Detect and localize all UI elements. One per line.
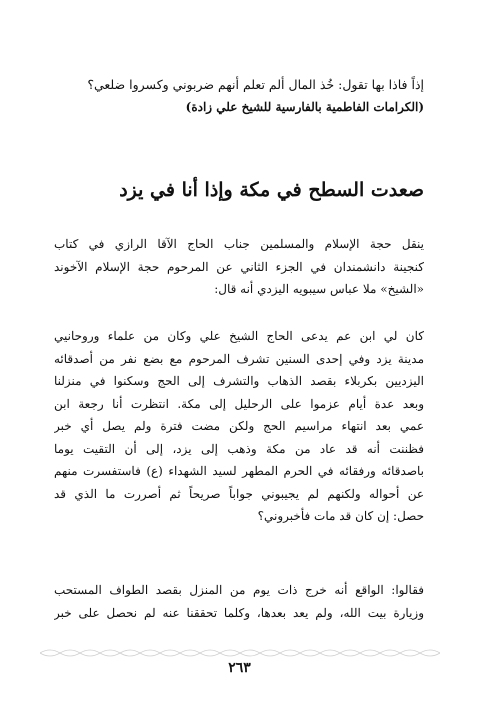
paragraph-line: مدينة يزد وفي إحدى السنين تشرف المرحوم مع بضع نفر من أصدقائه: [54, 351, 424, 366]
paragraph-line: عمي بعد انتهاء مراسيم الحج ولكن مضت فترة ولم يصل أي خبر: [54, 419, 424, 433]
paragraph-line: عن أحواله ولكنهم لم يجيبوني جواباً صريحاً ثم أصررت ما الذي قد: [54, 486, 424, 501]
paragraph-line: «الشيخ» ملا عباس سيبويه اليزدي أنه قال:: [214, 282, 424, 296]
paragraph-line: فظننت أنه قد عاد من مكة وذهب إلى يزد، إلى أن التقيت يوما: [54, 441, 424, 456]
paragraph-line: باصدقائه ورفقائه في الحرم المطهر لسيد الشهداء (ع) فاستفسرت منهم: [54, 464, 424, 478]
opening-quote: [54, 74, 424, 118]
paragraph-line: ينقل حجة الإسلام والمسلمين جناب الحاج الآقا الرازي في كتاب: [54, 237, 424, 251]
footer-ornament-icon: [40, 646, 440, 660]
quote-source: (الكرامات الفاطمية بالفارسية للشيخ علي زادة): [185, 100, 424, 114]
section-heading: صعدت السطح في مكة وإذا أنا في يزد: [119, 179, 424, 201]
paragraph-line: فقالوا: الواقع أنه خرج ذات يوم من المنزل بقصد الطواف المستحب: [54, 583, 424, 597]
paragraph-line: كان لي ابن عم يدعى الحاج الشيخ علي وكان من علماء وروحانيي: [54, 329, 424, 343]
paragraph-line: اليزديين بكربلاء بقصد الذهاب والتشرف إلى الحج وسكنوا في منزلنا: [54, 374, 424, 388]
paragraph-1: [54, 233, 424, 301]
paragraph-line: حصل: إن كان قد مات فأخبروني؟: [257, 509, 424, 523]
page-number: ٢٦٣: [228, 660, 251, 676]
paragraph-line: كنجينة دانشمندان في الجزء الثاني عن المرحوم حجة الإسلام الآخوند: [54, 259, 424, 274]
paragraph-3: [54, 579, 424, 624]
quote-line: إذاً فاذا بها تقول: خُذ المال ألم تعلم أنهم ضربوني وكسروا ضلعي؟: [87, 77, 424, 92]
paragraph-2: [54, 325, 424, 528]
paragraph-line: وزيارة بيت الله، ولم يعد بعدها، وكلما تحققنا عنه لم نحصل على خبر: [54, 605, 424, 620]
paragraph-line: وبعد عدة أيام عزموا على الرحليل إلى مكة. انتظرت أنا رجعة ابن: [54, 396, 424, 411]
